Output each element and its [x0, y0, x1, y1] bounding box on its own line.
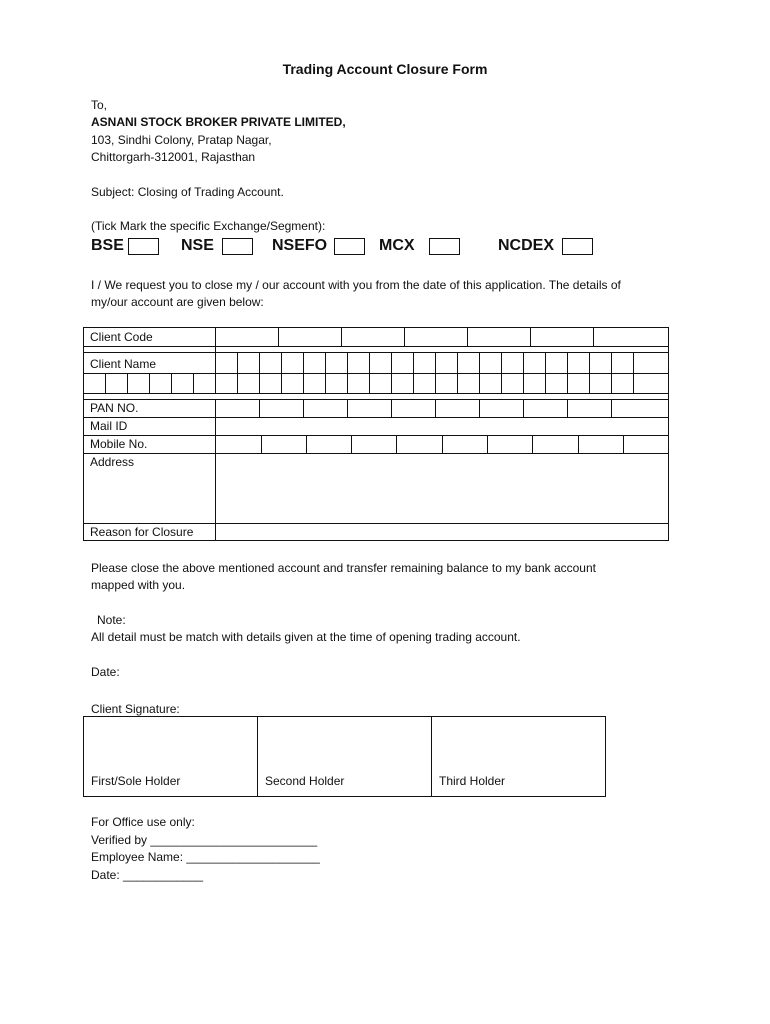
note-label: Note:: [97, 613, 126, 627]
exchange-checkbox-ncdex[interactable]: [562, 238, 593, 255]
third-holder-caption: Third Holder: [439, 774, 506, 788]
mail-label: Mail ID: [90, 419, 128, 433]
exchange-label-ncdex: NCDEX: [498, 237, 555, 254]
client-details-form: [83, 327, 669, 541]
request-line1: I / We request you to close my / our account with you from the date of this application. The details of: [91, 278, 621, 292]
first-holder-caption: First/Sole Holder: [91, 774, 181, 788]
exchange-checkbox-bse[interactable]: [128, 238, 159, 255]
office-heading: For Office use only:: [91, 815, 195, 829]
note-text: All detail must be match with details given at the time of opening trading account.: [91, 630, 521, 644]
mail-input[interactable]: [216, 417, 668, 435]
exchange-label-nse: NSE: [181, 237, 214, 254]
subject-line: Subject: Closing of Trading Account.: [91, 185, 284, 199]
client-code-label: Client Code: [90, 330, 153, 344]
exchange-checkbox-mcx[interactable]: [429, 238, 460, 255]
client-name-label: Client Name: [90, 357, 157, 371]
office-verified: Verified by _________________________: [91, 833, 318, 847]
address-line2: Chittorgarh-312001, Rajasthan: [91, 150, 256, 164]
office-date: Date: ____________: [91, 868, 204, 882]
form-title: Trading Account Closure Form: [282, 61, 488, 77]
exchange-checkbox-nse[interactable]: [222, 238, 253, 255]
exchange-label-mcx: MCX: [379, 237, 415, 254]
signature-label: Client Signature:: [91, 702, 180, 716]
signature-third-holder[interactable]: [432, 717, 605, 796]
signature-second-holder[interactable]: [258, 717, 432, 796]
exchange-checkbox-nsefo[interactable]: [334, 238, 365, 255]
exchange-label-bse: BSE: [91, 237, 124, 254]
exchange-selector: [91, 236, 691, 258]
second-holder-caption: Second Holder: [265, 774, 345, 788]
company-name: ASNANI STOCK BROKER PRIVATE LIMITED,: [91, 115, 346, 129]
mobile-label: Mobile No.: [90, 437, 148, 451]
exchange-label-nsefo: NSEFO: [272, 237, 328, 254]
reason-input[interactable]: [216, 523, 668, 540]
tick-instruction: (Tick Mark the specific Exchange/Segment):: [91, 219, 326, 233]
signature-box: [83, 716, 606, 797]
signature-first-holder[interactable]: [84, 717, 258, 796]
transfer-line1: Please close the above mentioned account and transfer remaining balance to my bank account: [91, 561, 596, 575]
pan-label: PAN NO.: [90, 401, 139, 415]
address-input[interactable]: [216, 453, 668, 523]
client-code-input[interactable]: [216, 327, 668, 346]
address-label: Address: [90, 455, 135, 469]
pan-input[interactable]: [216, 399, 668, 417]
mobile-input[interactable]: [216, 435, 668, 453]
request-line2: my/our account are given below:: [91, 295, 264, 309]
reason-label: Reason for Closure: [90, 525, 194, 539]
transfer-line2: mapped with you.: [91, 578, 186, 592]
client-name-input[interactable]: [216, 352, 668, 393]
address-to: To,: [91, 98, 108, 112]
date-label: Date:: [91, 665, 120, 679]
address-line1: 103, Sindhi Colony, Pratap Nagar,: [91, 133, 272, 147]
office-employee: Employee Name: ____________________: [91, 850, 320, 864]
